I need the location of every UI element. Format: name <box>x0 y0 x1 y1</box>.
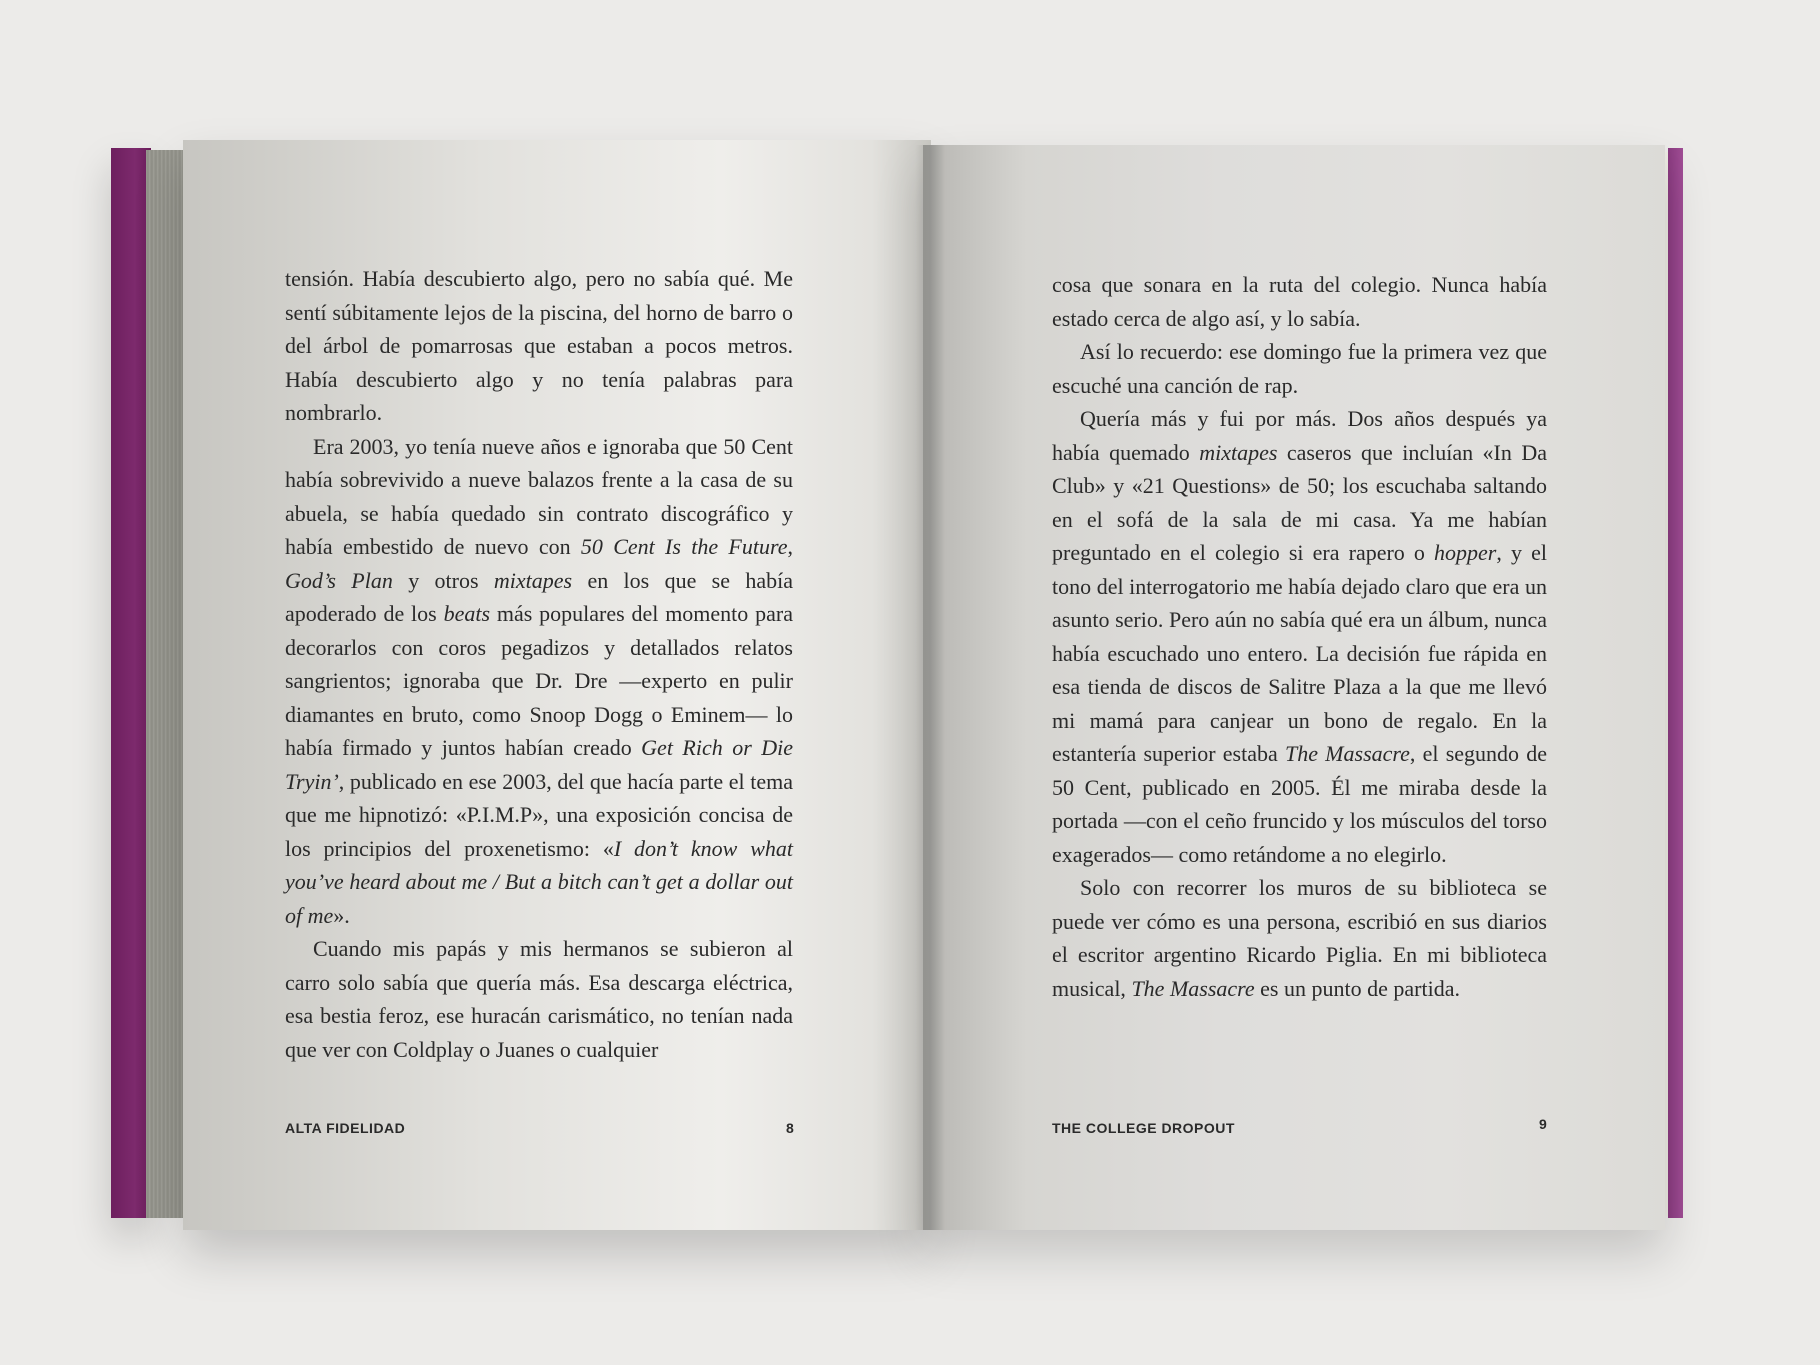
italic-run: beats <box>443 601 491 626</box>
italic-run: 50 Cent Is the Future <box>580 534 788 559</box>
text-run: Cuando mis papás y mis hermanos se subieron al carro solo sabía que quería más. Esa descarga eléctrica, esa bestia feroz, ese huracán carismático, no tenían nada que ver con Coldplay o Juanes o cualquier <box>285 936 793 1062</box>
text-run: más populares del momento para decorarlos con coros pegadizos y detallados relatos sangrientos; ignoraba que Dr. Dre —experto en pulir diamantes en bruto, como Snoop Dogg o Eminem— lo había firmado y juntos habían creado <box>285 601 793 760</box>
text-run: en los que se había apoderado de los <box>285 567 794 626</box>
text-run: Quería más y fui por más. Dos años después ya había quemado <box>1052 406 1547 465</box>
cover-edge-left <box>111 148 151 1218</box>
page-number-left: 8 <box>786 1120 795 1136</box>
paragraph <box>1052 402 1547 871</box>
page-edges-left <box>146 150 186 1218</box>
running-head-right: THE COLLEGE DROPOUT <box>1052 1120 1235 1136</box>
text-run: cosa que sonara en la ruta del colegio. Nunca había estado cerca de algo así, y lo sabía. <box>1052 272 1547 331</box>
running-head-left: ALTA FIDELIDAD <box>285 1120 406 1136</box>
paragraph <box>285 430 793 933</box>
paragraph <box>285 932 793 1066</box>
text-run: ». <box>333 902 350 928</box>
text-run: , y el tono del interrogatorio me había dejado claro que era un asunto serio. Pero aún no sabía qué era un álbum, nunca había escuchado uno entero. La decisión fue rápida en esa tienda de discos de Salitre Plaza a la que me llevó mi mamá para canjear un bono de regalo. En la estantería superior estaba <box>1052 540 1547 766</box>
cover-edge-right <box>1668 148 1683 1218</box>
paragraph <box>1052 268 1547 335</box>
left-page-body <box>285 262 793 1066</box>
italic-run: God’s Plan <box>285 567 393 593</box>
text-run: Era 2003, yo tenía nueve años e ignoraba que 50 Cent había sobrevivido a nueve balazos frente a la casa de su abuela, se había quedado sin contrato discográfico y había embestido de nuevo con <box>285 433 793 559</box>
italic-run: The Massacre <box>1284 741 1410 766</box>
italic-run: Get Rich or Die Tryin’ <box>285 735 793 794</box>
text-run: caseros que incluían «In Da Club» y «21 Questions» de 50; los escuchaba saltando en el sofá de la sala de mi casa. Ya me habían preguntado en el colegio si era rapero o <box>1052 439 1547 565</box>
paragraph <box>285 262 793 430</box>
italic-run: I don’t know what you’ve heard about me / But a bitch can’t get a dollar out of me <box>285 835 793 928</box>
right-page-body <box>1052 268 1547 1005</box>
text-run: , <box>787 534 793 559</box>
text-run: tensión. Había descubierto algo, pero no sabía qué. Me sentí súbitamente lejos de la piscina, del horno de barro o del árbol de pomarrosas que estaban a pocos metros. Había descubierto algo y no tenía palabras para nombrarlo. <box>285 266 793 425</box>
gutter-shadow <box>915 145 945 1230</box>
text-run: , el segundo de 50 Cent, publicado en 2005. Él me miraba desde la portada —con el ceño fruncido y los músculos del torso exagerados— como retándome a no elegirlo. <box>1052 741 1547 867</box>
paragraph <box>1052 871 1547 1005</box>
text-run: , publicado en ese 2003, del que hacía parte el tema que me hipnotizó: «P.I.M.P», una exposición concisa de los principios del proxenetismo: « <box>285 768 793 861</box>
page-number-right: 9 <box>1539 1116 1548 1132</box>
italic-run: The Massacre <box>1131 975 1255 1001</box>
italic-run: mixtapes <box>1199 439 1278 465</box>
text-run: es un punto de partida. <box>1254 975 1460 1001</box>
italic-run: mixtapes <box>493 567 573 593</box>
text-run: Así lo recuerdo: ese domingo fue la primera vez que escuché una canción de rap. <box>1052 339 1547 398</box>
text-run: y otros <box>392 567 494 593</box>
italic-run: hopper <box>1434 540 1497 565</box>
text-run: Solo con recorrer los muros de su biblioteca se puede ver cómo es una persona, escribió en sus diarios el escritor argentino Ricardo Piglia. En mi biblioteca musical, <box>1052 875 1547 1001</box>
paragraph <box>1052 335 1547 402</box>
